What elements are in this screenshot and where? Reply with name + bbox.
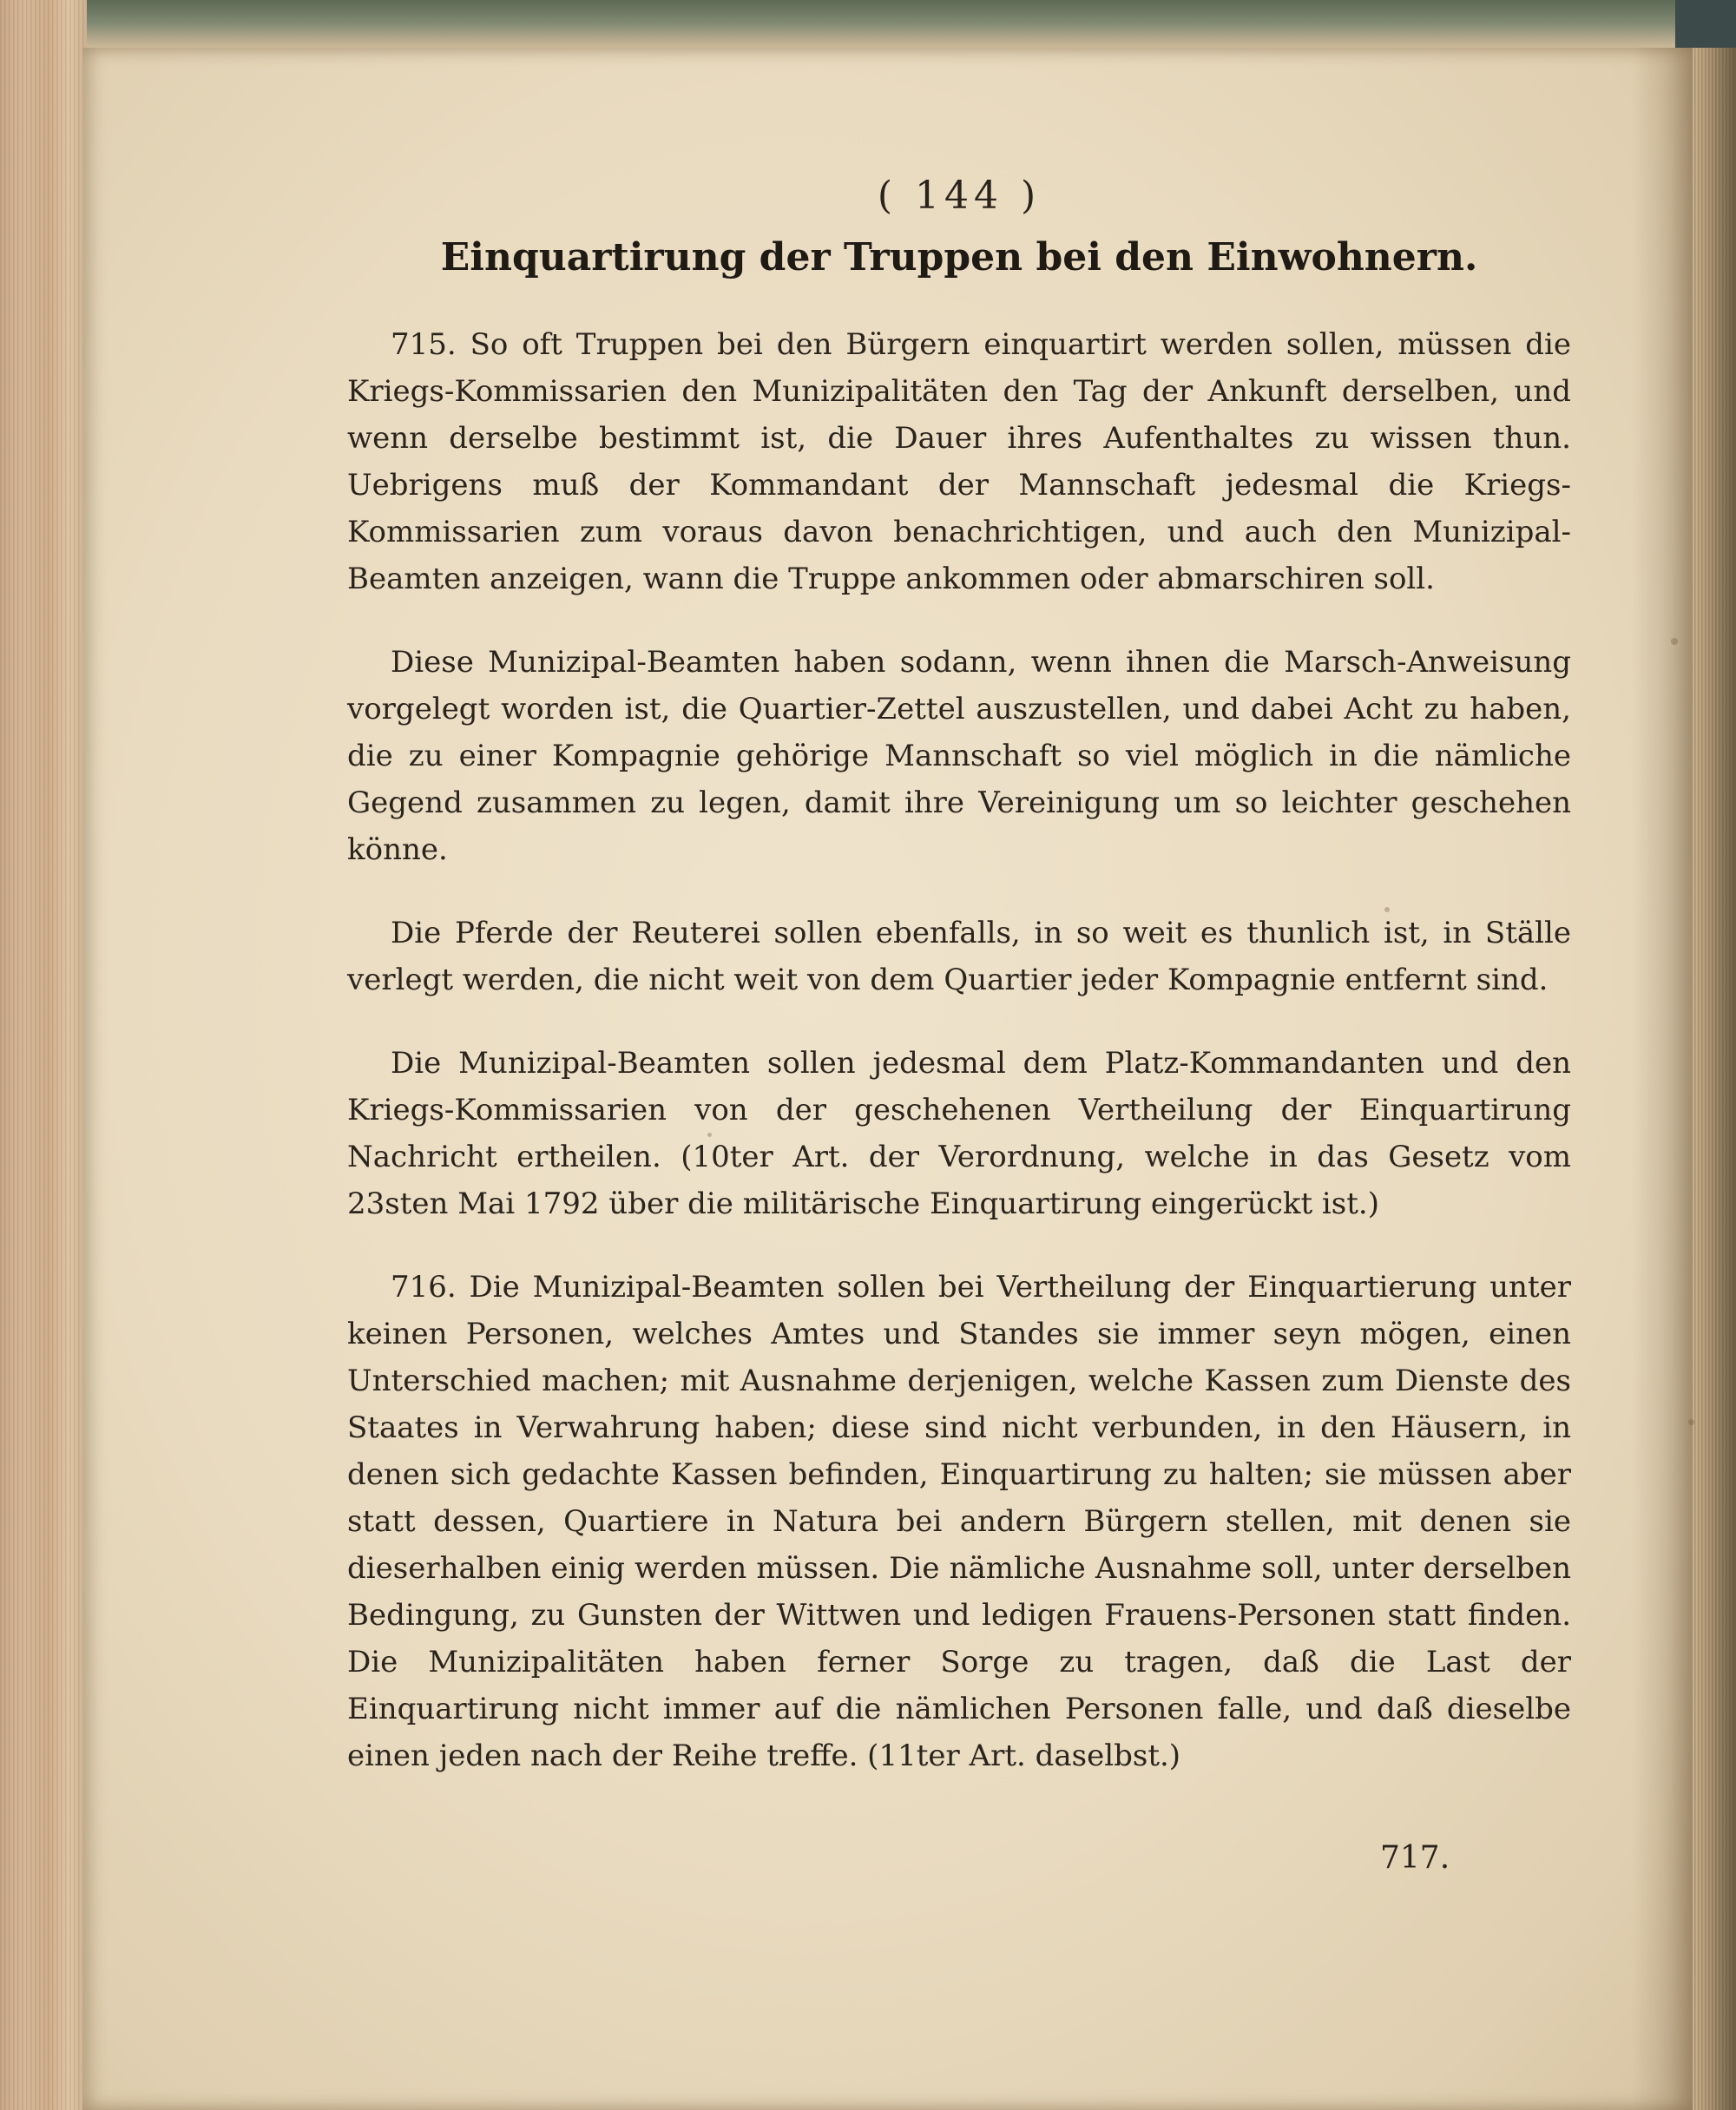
paragraph-715	[347, 321, 1571, 602]
paragraph-pferde	[347, 910, 1571, 1003]
paragraph-text: Die Pferde der Reuterei sollen ebenfalls, in so weit es thunlich ist, in Ställe verlegt werden, die nicht weit von dem Quartier jeder Kompagnie entfernt sind.	[347, 916, 1571, 997]
paragraph-quartier-zettel	[347, 639, 1571, 873]
paper-speck	[1688, 1419, 1694, 1425]
page-text	[347, 174, 1571, 1816]
paragraph-text: Diese Munizipal-Beamten haben sodann, wenn ihnen die Marsch-Anweisung vorgelegt worden ist, die Quartier-Zettel auszustellen, und dabei Acht zu haben, die zu einer Kompagnie gehörige Mannschaft so viel möglich in die nämliche Gegend zusammen zu legen, damit ihre Vereinigung um so leichter geschehen könne.	[347, 645, 1571, 867]
paragraph-716	[347, 1264, 1571, 1779]
paragraph-text: Die Munizipal-Beamten sollen jedesmal dem Platz-Kommandanten und den Kriegs-Kommissarien von der geschehenen Vertheilung der Einquartirung Nachricht ertheilen. (10ter Art. der Verordnung, welche in das Gesetz vom 23sten Mai 1792 über die militärische Einquartirung eingerückt ist.)	[347, 1046, 1571, 1221]
page-heading: Einquartirung der Truppen bei den Einwohnern.	[440, 235, 1478, 279]
page-number: ( 144 )	[877, 174, 1042, 218]
paper-speck	[1671, 638, 1678, 645]
background-corner	[1675, 0, 1736, 48]
paragraph-text: So oft Truppen bei den Bürgern einquartirt werden sollen, müssen die Kriegs-Kommissarien den Munizipalitäten den Tag der Ankunft derselben, und wenn derselbe bestimmt ist, die Dauer ihres Aufenthaltes zu wissen thun. Uebrigens muß der Kommandant der Mannschaft jedesmal die Kriegs-Kommissarien zum voraus davon benachrichtigen, und auch den Munizipal-Beamten anzeigen, wann die Truppe ankommen oder abmarschiren soll.	[347, 327, 1571, 596]
paragraph-number: 715.	[391, 327, 457, 362]
paragraph-number: 716.	[391, 1270, 457, 1305]
book-left-page-edges	[0, 0, 87, 2110]
catchword: 717.	[1380, 1840, 1450, 1876]
paragraph-text: Die Munizipal-Beamten sollen bei Vertheilung der Einquartierung unter keinen Personen, welches Amtes und Standes sie immer seyn mögen, einen Unterschied machen; mit Ausnahme derjenigen, welche Kassen zum Dienste des Staates in Verwahrung haben; diese sind nicht verbunden, in den Häusern, in denen sich gedachte Kassen befinden, Einquartirung zu halten; sie müssen aber statt dessen, Quartiere in Natura bei andern Bürgern stellen, mit denen sie dieserhalben einig werden müssen. Die nämliche Ausnahme soll, unter derselben Bedingung, zu Gunsten der Wittwen und ledigen Frauens-Personen statt finden. Die Munizipalitäten haben ferner Sorge zu tragen, daß die Last der Einquartirung nicht immer auf die nämlichen Personen falle, und daß dieselbe einen jeden nach der Reihe treffe. (11ter Art. daselbst.)	[347, 1270, 1571, 1773]
paragraph-nachricht	[347, 1040, 1571, 1227]
gutter-shadow	[1632, 48, 1693, 2110]
